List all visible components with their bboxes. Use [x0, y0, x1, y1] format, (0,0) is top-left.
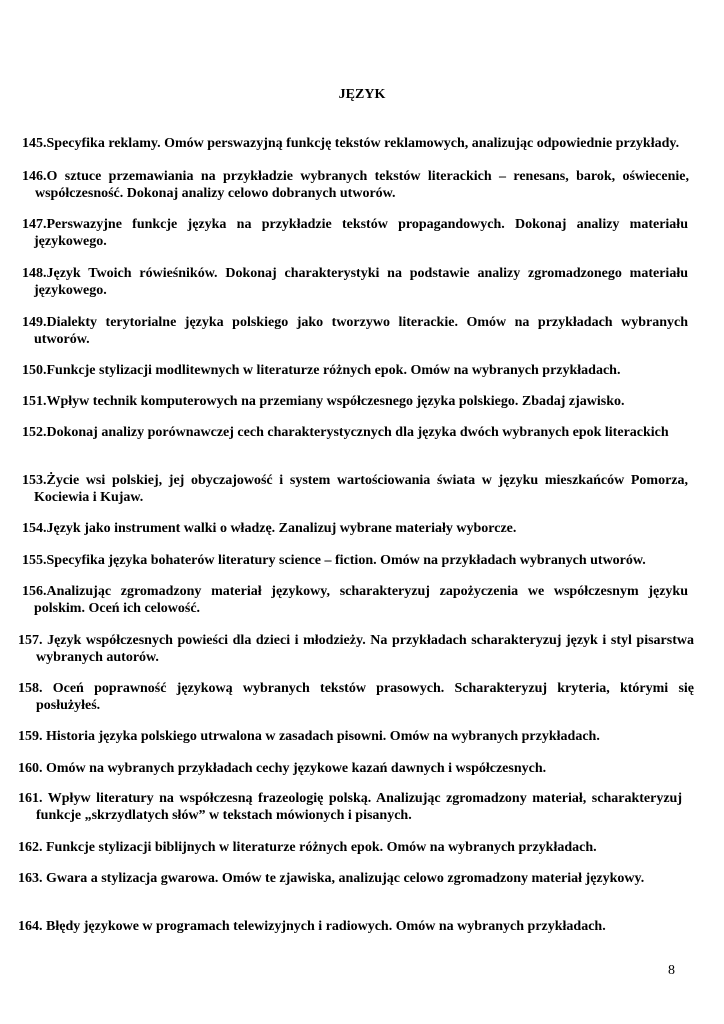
list-item-163: 163. Gwara a stylizacja gwarowa. Omów te zjawiska, analizując celowo zgromadzony materiał językowy.	[18, 871, 645, 886]
section-title: JĘZYK	[338, 87, 386, 102]
list-item-154: 154.Język jako instrument walki o władzę. Zanalizuj wybrane materiały wyborcze.	[22, 521, 517, 536]
list-item-155: 155.Specyfika języka bohaterów literatury science – fiction. Omów na przykładach wybranych utworów.	[22, 553, 646, 568]
list-item-148: 148.Język Twoich rówieśników. Dokonaj charakterystyki na podstawie analizy zgromadzonego materiału językowego.	[22, 266, 688, 298]
list-item-159: 159. Historia języka polskiego utrwalona w zasadach pisowni. Omów na wybranych przykładach.	[18, 729, 600, 744]
list-item-151: 151.Wpływ technik komputerowych na przemiany współczesnego języka polskiego. Zbadaj zjawisko.	[22, 394, 625, 409]
list-item-164: 164. Błędy językowe w programach telewizyjnych i radiowych. Omów na wybranych przykładach.	[18, 919, 606, 934]
list-item-150: 150.Funkcje stylizacji modlitewnych w literaturze różnych epok. Omów na wybranych przykładach.	[22, 363, 621, 378]
list-item-156: 156.Analizując zgromadzony materiał językowy, scharakteryzuj zapożyczenia we współczesnym języku polskim. Oceń ich celowość.	[22, 584, 688, 616]
list-item-162: 162. Funkcje stylizacji biblijnych w literaturze różnych epok. Omów na wybranych przykładach.	[18, 840, 597, 855]
page-number: 8	[668, 963, 675, 978]
list-item-146: 146.O sztuce przemawiania na przykładzie wybranych tekstów literackich – renesans, barok, oświecenie, współczesność. Dokonaj analizy celowo dobranych utworów.	[22, 169, 689, 201]
list-item-160: 160. Omów na wybranych przykładach cechy językowe kazań dawnych i współczesnych.	[18, 761, 547, 776]
list-item-149: 149.Dialekty terytorialne języka polskiego jako tworzywo literackie. Omów na przykładach wybranych utworów.	[22, 315, 688, 347]
list-item-158: 158. Oceń poprawność językową wybranych tekstów prasowych. Scharakteryzuj kryteria, którymi się posłużyłeś.	[18, 681, 694, 713]
list-item-153: 153.Życie wsi polskiej, jej obyczajowość i system wartościowania świata w języku mieszkańców Pomorza, Kociewia i Kujaw.	[22, 473, 688, 505]
list-item-147: 147.Perswazyjne funkcje języka na przykładzie tekstów propagandowych. Dokonaj analizy materiału językowego.	[22, 217, 688, 249]
list-item-152: 152.Dokonaj analizy porównawczej cech charakterystycznych dla języka dwóch wybranych epok literackich	[22, 425, 669, 440]
list-item-161: 161. Wpływ literatury na współczesną frazeologię polską. Analizując zgromadzony materiał, scharakteryzuj funkcje „skrzydlatych słów” w tekstach mówionych i pisanych.	[18, 791, 682, 823]
list-item-157: 157. Język współczesnych powieści dla dzieci i młodzieży. Na przykładach scharakteryzuj język i styl pisarstwa wybranych autorów.	[18, 633, 694, 665]
list-item-145: 145.Specyfika reklamy. Omów perswazyjną funkcję tekstów reklamowych, analizując odpowiednie przykłady.	[22, 136, 680, 151]
